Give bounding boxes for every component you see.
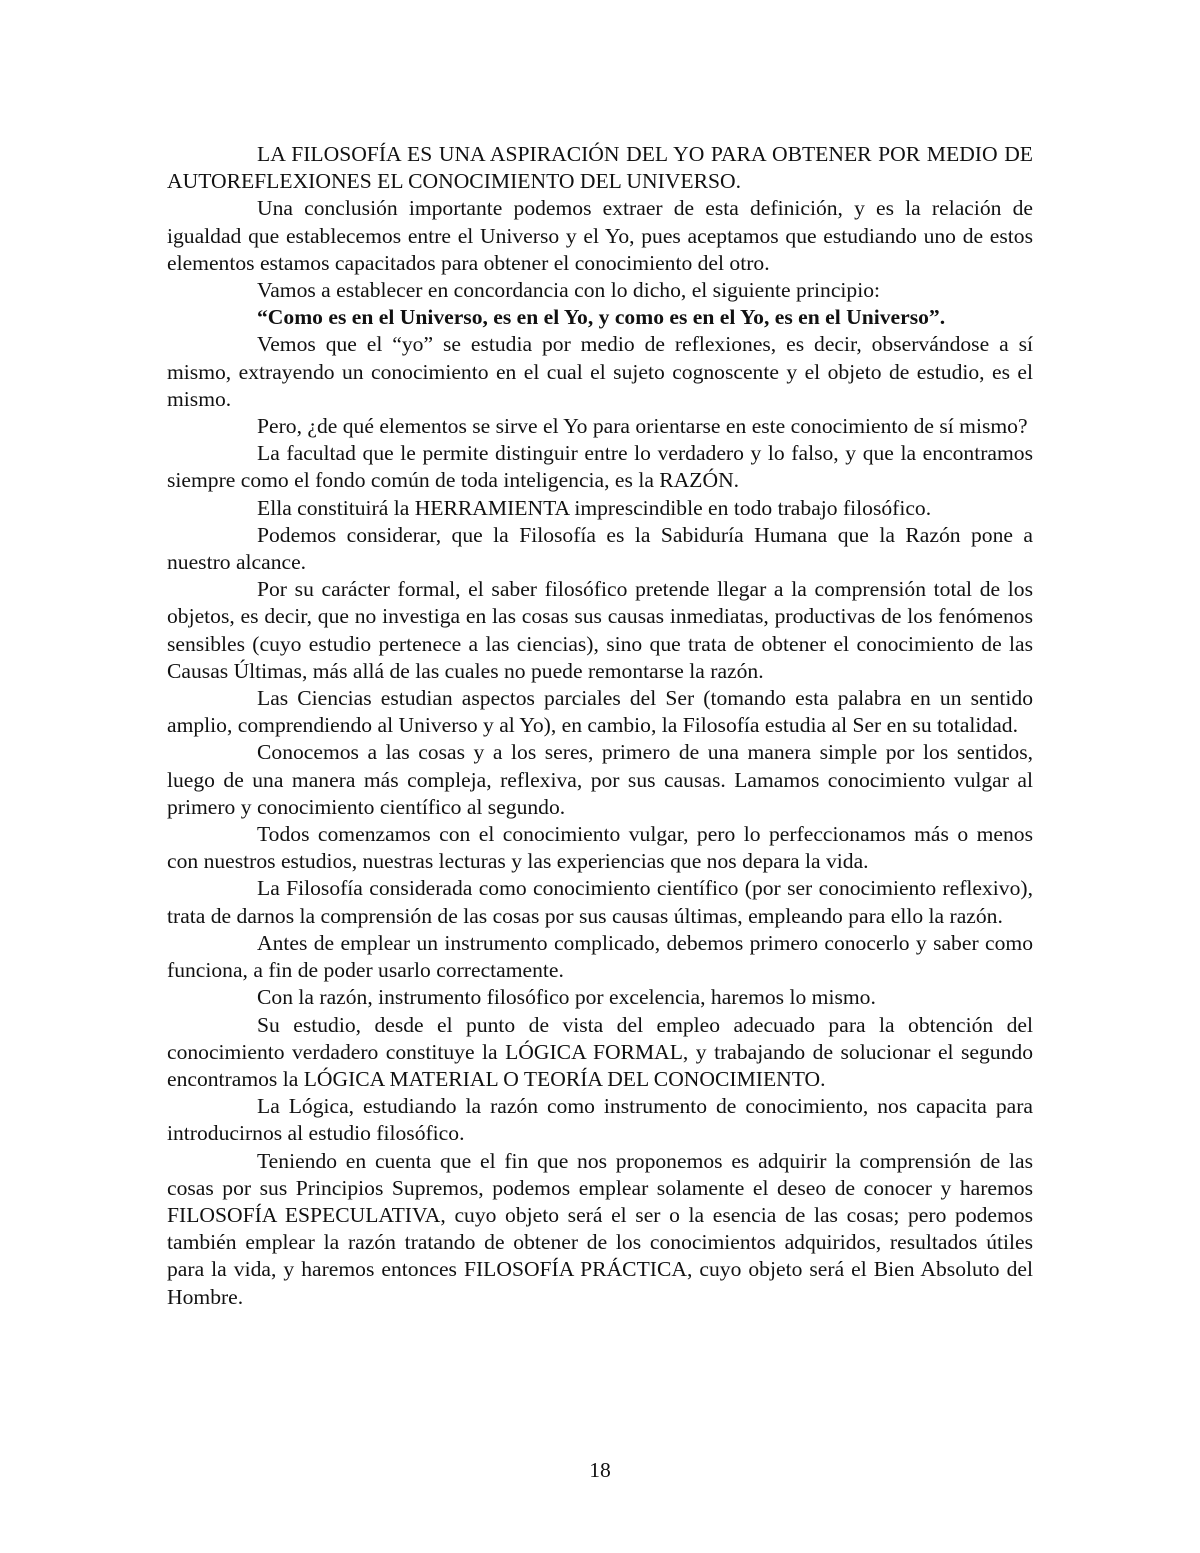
paragraph: Vamos a establecer en concordancia con lo dicho, el siguiente principio: — [257, 278, 880, 303]
paragraph: LA FILOSOFÍA ES UNA ASPIRACIÓN DEL YO PARA OBTENER POR MEDIO DE AUTOREFLEXIONES EL CONOCIMIENTO DEL UNIVERSO. — [167, 142, 1033, 194]
paragraph: Las Ciencias estudian aspectos parciales del Ser (tomando esta palabra en un sentido amplio, comprendiendo al Universo y al Yo), en cambio, la Filosofía estudia al Ser en su totalidad. — [167, 686, 1033, 738]
paragraph: Ella constituirá la HERRAMIENTA imprescindible en todo trabajo filosófico. — [257, 495, 932, 520]
page-number: 18 — [589, 1458, 611, 1482]
paragraph: La Lógica, estudiando la razón como instrumento de conocimiento, nos capacita para introducirnos al estudio filosófico. — [167, 1094, 1033, 1146]
paragraph: Teniendo en cuenta que el fin que nos proponemos es adquirir la comprensión de las cosas por sus Principios Supremos, podemos emplear solamente el deseo de conocer y haremos FILOSOFÍA ESPECULATIVA, cuyo objeto será el ser o la esencia de las cosas; pero podemos también emplear la razón tratando de obtener de los conocimientos adquiridos, resultados útiles para la vida, y haremos entonces FILOSOFÍA PRÁCTICA, cuyo objeto será el Bien Absoluto del Hombre. — [167, 1148, 1033, 1309]
paragraph: Conocemos a las cosas y a los seres, primero de una manera simple por los sentidos, luego de una manera más compleja, reflexiva, por sus causas. Lamamos conocimiento vulgar al primero y conocimiento científico al segundo. — [167, 740, 1033, 819]
paragraph: Todos comenzamos con el conocimiento vulgar, pero lo perfeccionamos más o menos con nuestros estudios, nuestras lecturas y las experiencias que nos depara la vida. — [167, 822, 1033, 874]
paragraph: Su estudio, desde el punto de vista del empleo adecuado para la obtención del conocimiento verdadero constituye la LÓGICA FORMAL, y trabajando de solucionar el segundo encontramos la LÓGICA MATERIAL O TEORÍA DEL CONOCIMIENTO. — [167, 1012, 1033, 1091]
principle-statement: “Como es en el Universo, es en el Yo, y como es en el Yo, es en el Universo”. — [257, 305, 946, 330]
body-text — [167, 141, 1033, 1311]
paragraph: La facultad que le permite distinguir entre lo verdadero y lo falso, y que la encontramos siempre como el fondo común de toda inteligencia, es la RAZÓN. — [167, 441, 1033, 493]
paragraph: Con la razón, instrumento filosófico por excelencia, haremos lo mismo. — [257, 985, 876, 1010]
paragraph: Por su carácter formal, el saber filosófico pretende llegar a la comprensión total de los objetos, es decir, que no investiga en las cosas sus causas inmediatas, productivas de los fenómenos sensibles (cuyo estudio pertenece a las ciencias), sino que trata de obtener el conocimiento de las Causas Últimas, más allá de las cuales no puede remontarse la razón. — [167, 577, 1033, 683]
paragraph: Podemos considerar, que la Filosofía es la Sabiduría Humana que la Razón pone a nuestro alcance. — [167, 522, 1033, 575]
paragraph: Vemos que el “yo” se estudia por medio de reflexiones, es decir, observándose a sí mismo, extrayendo un conocimiento en el cual el sujeto cognoscente y el objeto de estudio, es el mismo. — [167, 332, 1033, 411]
paragraph: Una conclusión importante podemos extraer de esta definición, y es la relación de igualdad que establecemos entre el Universo y el Yo, pues aceptamos que estudiando uno de estos elementos estamos capacitados para obtener el conocimiento del otro. — [167, 196, 1033, 275]
paragraph: Pero, ¿de qué elementos se sirve el Yo para orientarse en este conocimiento de sí mismo? — [257, 414, 1028, 439]
paragraph: La Filosofía considerada como conocimiento científico (por ser conocimiento reflexivo), trata de darnos la comprensión de las cosas por sus causas últimas, empleando para ello la razón. — [167, 876, 1033, 928]
paragraph: Antes de emplear un instrumento complicado, debemos primero conocerlo y saber como funciona, a fin de poder usarlo correctamente. — [167, 930, 1033, 983]
